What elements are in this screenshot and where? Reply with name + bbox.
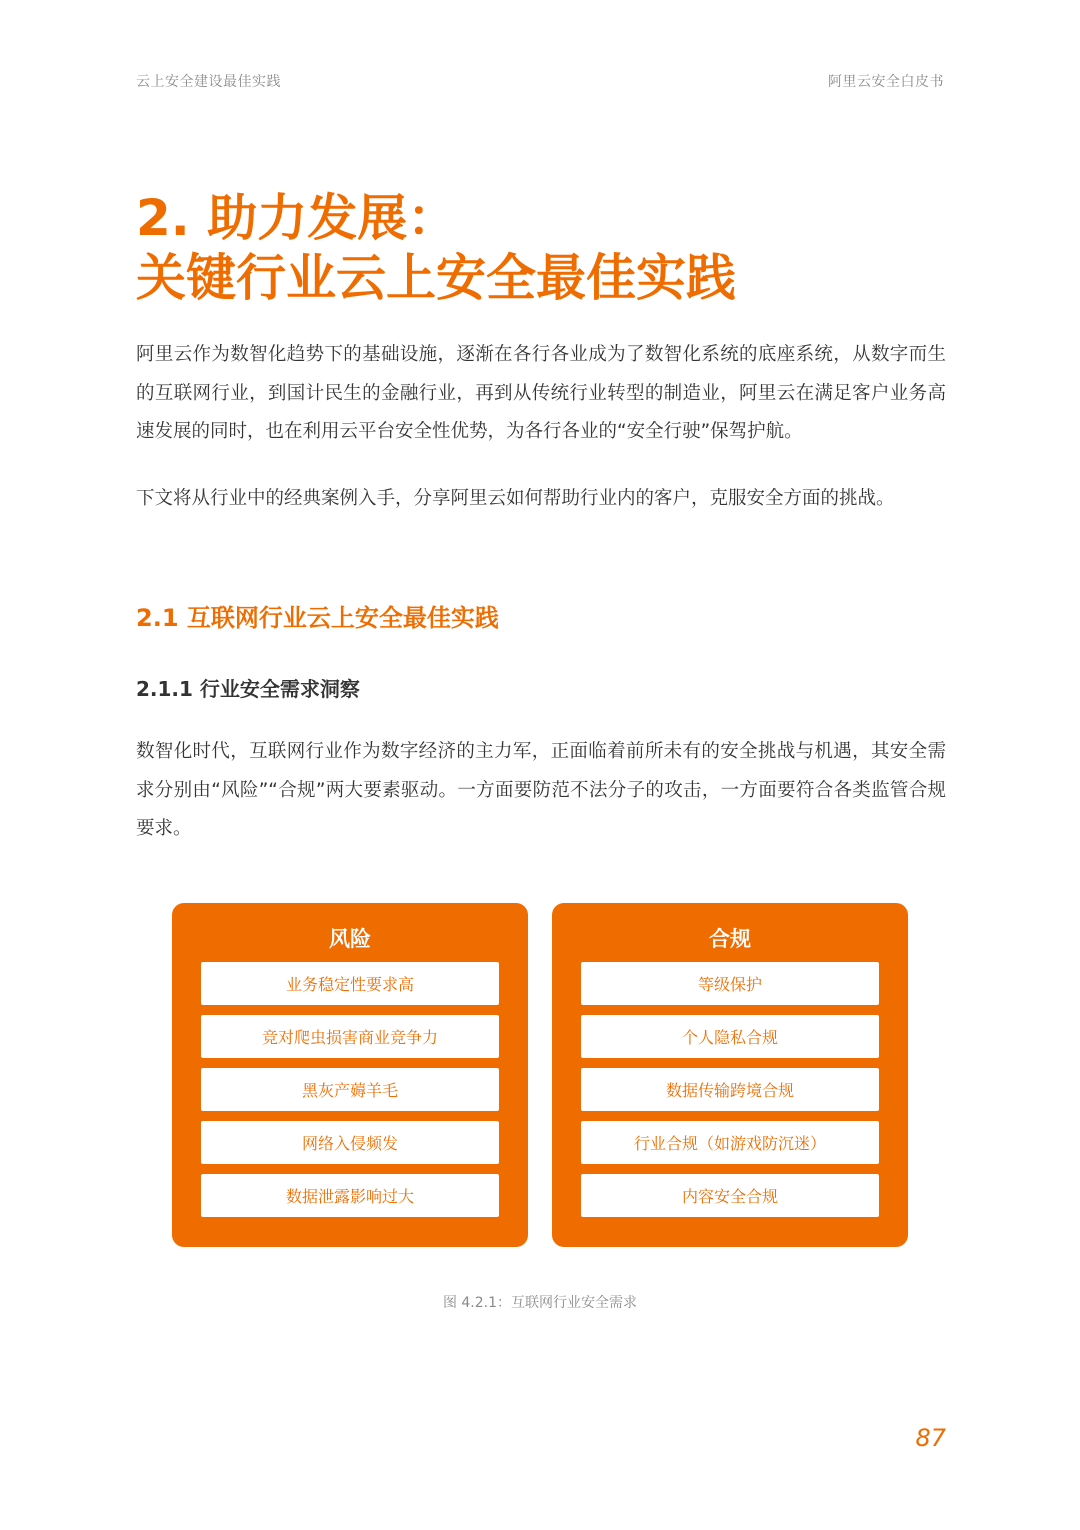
risk-panel-title: 风险 bbox=[329, 927, 371, 951]
risk-panel bbox=[172, 903, 528, 1247]
compliance-item: 等级保护 bbox=[581, 962, 879, 1005]
intro-paragraph-2: 下文将从行业中的经典案例入手，分享阿里云如何帮助行业内的客户，克服安全方面的挑战。 bbox=[136, 488, 895, 509]
running-header-left: 云上安全建设最佳实践 bbox=[136, 74, 281, 90]
compliance-item: 数据传输跨境合规 bbox=[581, 1068, 879, 1111]
risk-item: 黑灰产薅羊毛 bbox=[201, 1068, 499, 1111]
compliance-item: 个人隐私合规 bbox=[581, 1015, 879, 1058]
chapter-title-line-1: 2. 助力发展： bbox=[136, 189, 458, 247]
compliance-panel bbox=[552, 903, 908, 1247]
compliance-item: 内容安全合规 bbox=[581, 1174, 879, 1217]
risk-item: 数据泄露影响过大 bbox=[201, 1174, 499, 1217]
compliance-item: 行业合规（如游戏防沉迷） bbox=[581, 1121, 879, 1164]
compliance-panel-title: 合规 bbox=[709, 927, 751, 951]
section-paragraph: 数智化时代，互联网行业作为数字经济的主力军，正面临着前所未有的安全挑战与机遇，其安全需求分别由“风险”“合规”两大要素驱动。一方面要防范不法分子的攻击，一方面要符合各类监管合规要求。 bbox=[136, 741, 946, 839]
intro-paragraph-1: 阿里云作为数智化趋势下的基础设施，逐渐在各行各业成为了数智化系统的底座系统，从数字而生的互联网行业，到国计民生的金融行业，再到从传统行业转型的制造业，阿里云在满足客户业务高速发展的同时，也在利用云平台安全性优势，为各行各业的“安全行驶”保驾护航。 bbox=[136, 344, 946, 442]
section-heading: 2.1 互联网行业云上安全最佳实践 bbox=[136, 604, 499, 632]
page-number: 87 bbox=[915, 1424, 946, 1452]
risk-item: 网络入侵频发 bbox=[201, 1121, 499, 1164]
risk-item: 竞对爬虫损害商业竞争力 bbox=[201, 1015, 499, 1058]
chapter-title-line-2: 关键行业云上安全最佳实践 bbox=[136, 249, 736, 307]
subsection-heading: 2.1.1 行业安全需求洞察 bbox=[136, 677, 360, 701]
running-header-right: 阿里云安全白皮书 bbox=[828, 74, 944, 90]
figure-caption: 图 4.2.1：互联网行业安全需求 bbox=[442, 1295, 638, 1311]
risk-item: 业务稳定性要求高 bbox=[201, 962, 499, 1005]
chapter-title bbox=[136, 188, 736, 308]
